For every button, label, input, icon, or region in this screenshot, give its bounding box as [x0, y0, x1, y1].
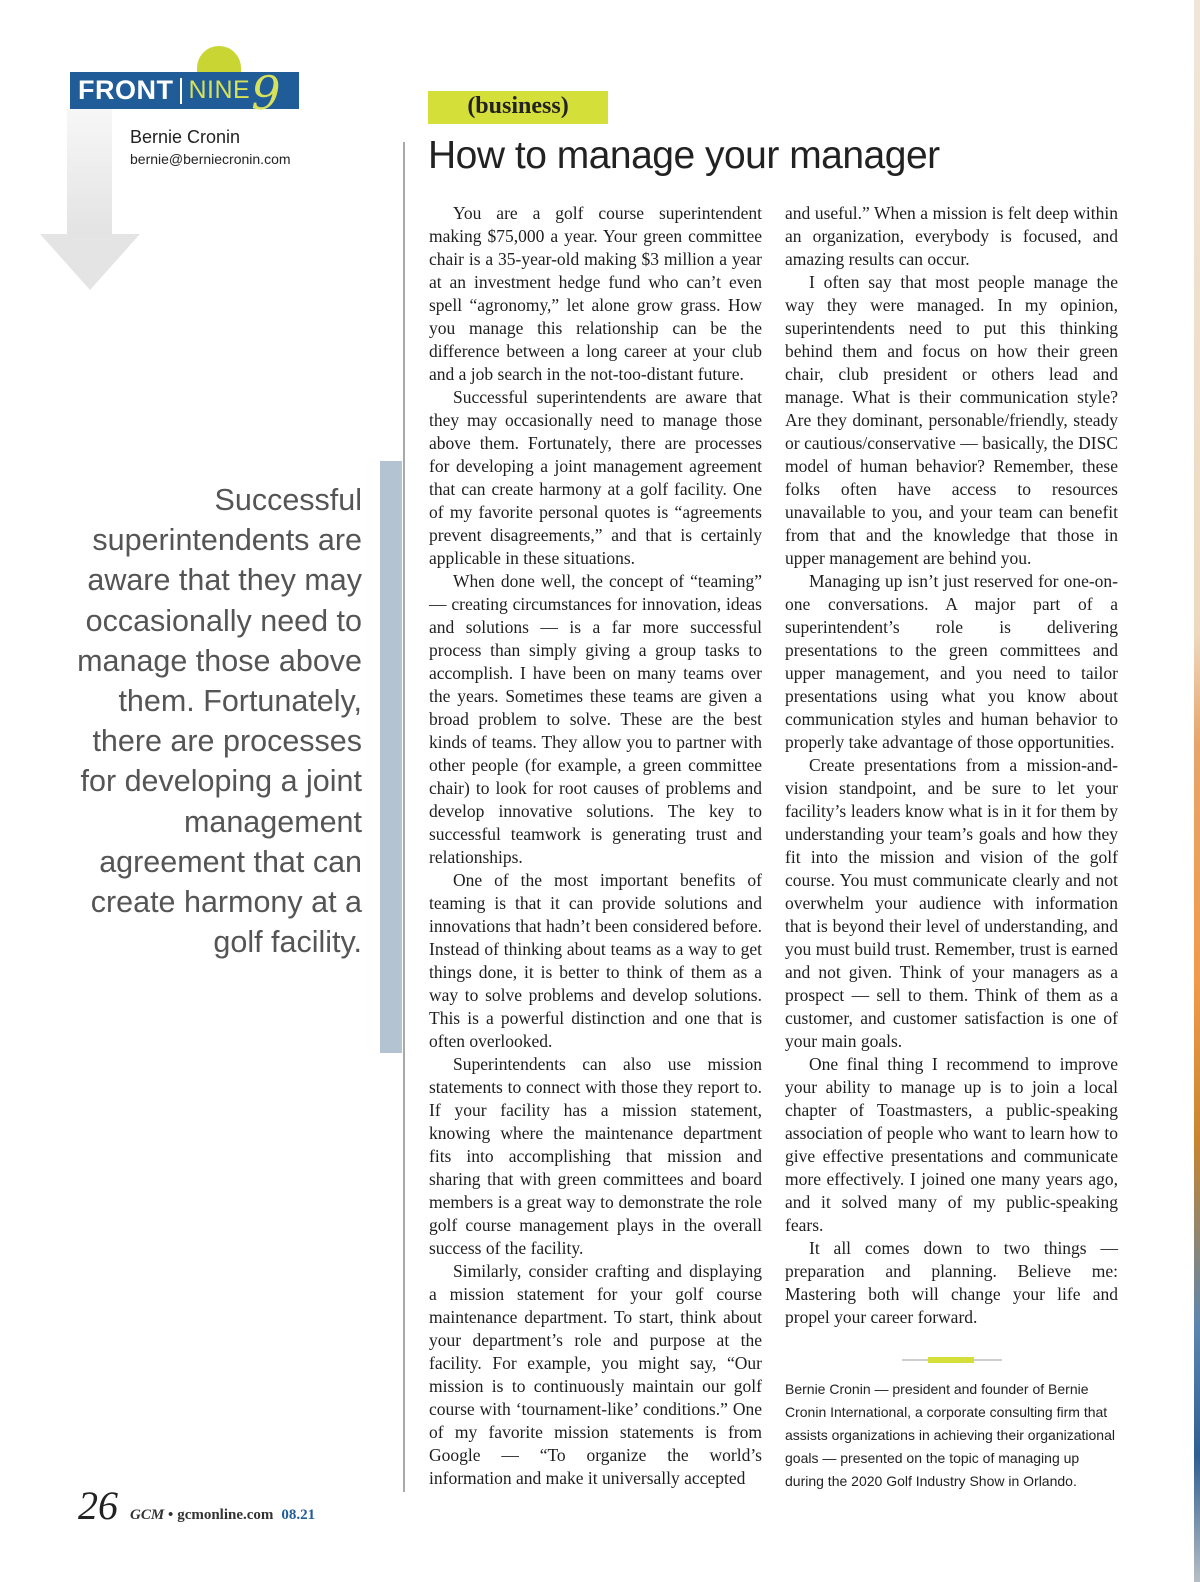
article-column-2: [785, 202, 1118, 1329]
paragraph: One of the most important benefits of teaming is that it can provide solutions and innovations that hadn’t been considered before. Instead of thinking about teams as a way to get things done, it is better to think of them as a way to solve problems and develop solutions. This is a powerful distinction and one that is often overlooked.: [429, 870, 762, 1051]
column-divider: [403, 142, 405, 1492]
logo-numeral: 9: [251, 65, 281, 120]
pull-quote: Successful superintendents are aware that they may occasionally need to manage those above them. Fortunately, there are processes for developing a joint management agreement that can create harmony at a golf facility.: [77, 483, 362, 960]
website-link[interactable]: gcmonline.com: [177, 1507, 274, 1523]
author-bio: Bernie Cronin — president and founder of Bernie Cronin International, a corporate consulting firm that assists organizations in achieving their organizational goals — presented on the topic of managing up during the 2020 Golf Industry Show in Orlando.: [785, 1381, 1115, 1489]
page-footer: [78, 1482, 315, 1529]
front-nine-logo: [70, 65, 299, 120]
arrow-down-icon-shaft: [67, 109, 112, 235]
logo-front-text: FRONT: [78, 75, 174, 105]
article-column-1: [429, 202, 762, 1490]
paragraph: Managing up isn’t just reserved for one-on-one conversations. A major part of a superintendent’s role is delivering presentations to the green committees and upper management, and you need to tailor presentations using what you know about communication styles and human behavior to properly take advantage of those opportunities.: [785, 571, 1118, 752]
publication-name: GCM •: [130, 1507, 174, 1523]
paragraph: Similarly, consider crafting and displaying a mission statement for your golf course maintenance department. To start, think about your department’s role and purpose at the facility. For example, you might say, “Our mission is to continuously maintain our golf course with ‘tournament-like’ conditions.” One of my favorite mission statements is from Google — “To organize the world’s information and make it universally accepted: [429, 1261, 762, 1488]
arrow-down-icon: [40, 234, 140, 290]
pull-quote-bar: [380, 461, 402, 1053]
logo-nine-text: NINE: [188, 76, 251, 104]
paragraph: You are a golf course superintendent making $75,000 a year. Your green committee chair is a 35-year-old making $3 million a year at an investment hedge fund who can’t even spell “agronomy,” let alone grow grass. How you manage this relationship can be the difference between a long career at your club and a job search in the not-too-distant future.: [429, 203, 762, 384]
paragraph: When done well, the concept of “teaming” — creating circumstances for innovation, ideas and solutions — is a far more successful process than simply giving a group tasks to accomplish. I have been on many teams over the years. Sometimes these teams are given a broad problem to solve. These are the best kinds of teams. They allow you to partner with other people (for example, a green committee chair) to look for root causes of problems and develop innovative solutions. The key to successful teamwork is generating trust and relationships.: [429, 571, 762, 867]
category-tag: (business): [428, 91, 608, 124]
paragraph: Superintendents can also use mission statements to connect with those they report to. If your facility has a mission statement, knowing where the maintenance department fits into accomplishing that mission and sharing that with green committees and board members is a great way to demonstrate the role golf course management plays in the overall success of the facility.: [429, 1054, 762, 1258]
paragraph: Create presentations from a mission-and-vision standpoint, and be sure to let your facility’s leaders know what is in it for them by understanding your team’s goals and how they fit into the mission and vision of the golf course. You must communicate clearly and not overwhelm your audience with information that is beyond their level of understanding, and you must build trust. Remember, trust is earned and not given. Think of your managers as a prospect — sell to them. Think of them as a customer, and customer satisfaction is one of your main goals.: [785, 755, 1118, 1051]
page-edge-strip: [1194, 0, 1200, 1582]
end-mark: [928, 1357, 974, 1363]
paragraph: It all comes down to two things — preparation and planning. Believe me: Mastering both will change your life and propel your career forward.: [785, 1238, 1118, 1327]
logo-divider: [180, 78, 182, 104]
page-number: 26: [78, 1483, 118, 1528]
paragraph: Successful superintendents are aware that they may occasionally need to manage those above them. Fortunately, there are processes for developing a joint management agreement that can create harmony at a golf facility. One of my favorite personal quotes is “agreements prevent disagreements,” and that is certainly applicable in these situations.: [429, 387, 762, 568]
paragraph: I often say that most people manage the way they were managed. In my opinion, superintendents need to put this thinking behind them and focus on how their green chair, club president or others lead and manage. What is their communication style? Are they dominant, personable/friendly, steady or cautious/conservative — basically, the DISC model of human behavior? Remember, these folks often have access to resources unavailable to you, and your team can benefit from that and the knowledge that those in upper management are behind you.: [785, 272, 1118, 568]
author-email: bernie@berniecronin.com: [130, 151, 291, 167]
article-headline: How to manage your manager: [428, 134, 940, 177]
author-name: Bernie Cronin: [130, 127, 241, 147]
issue-date: 08.21: [281, 1507, 316, 1523]
paragraph-continuation: and useful.” When a mission is felt deep within an organization, everybody is focused, and amazing results can occur.: [785, 203, 1118, 269]
paragraph: One final thing I recommend to improve your ability to manage up is to join a local chapter of Toastmasters, a public-speaking association of people who want to learn how to give effective presentations and communicate more effectively. I joined one many years ago, and it solved many of my public-speaking fears.: [785, 1054, 1118, 1235]
